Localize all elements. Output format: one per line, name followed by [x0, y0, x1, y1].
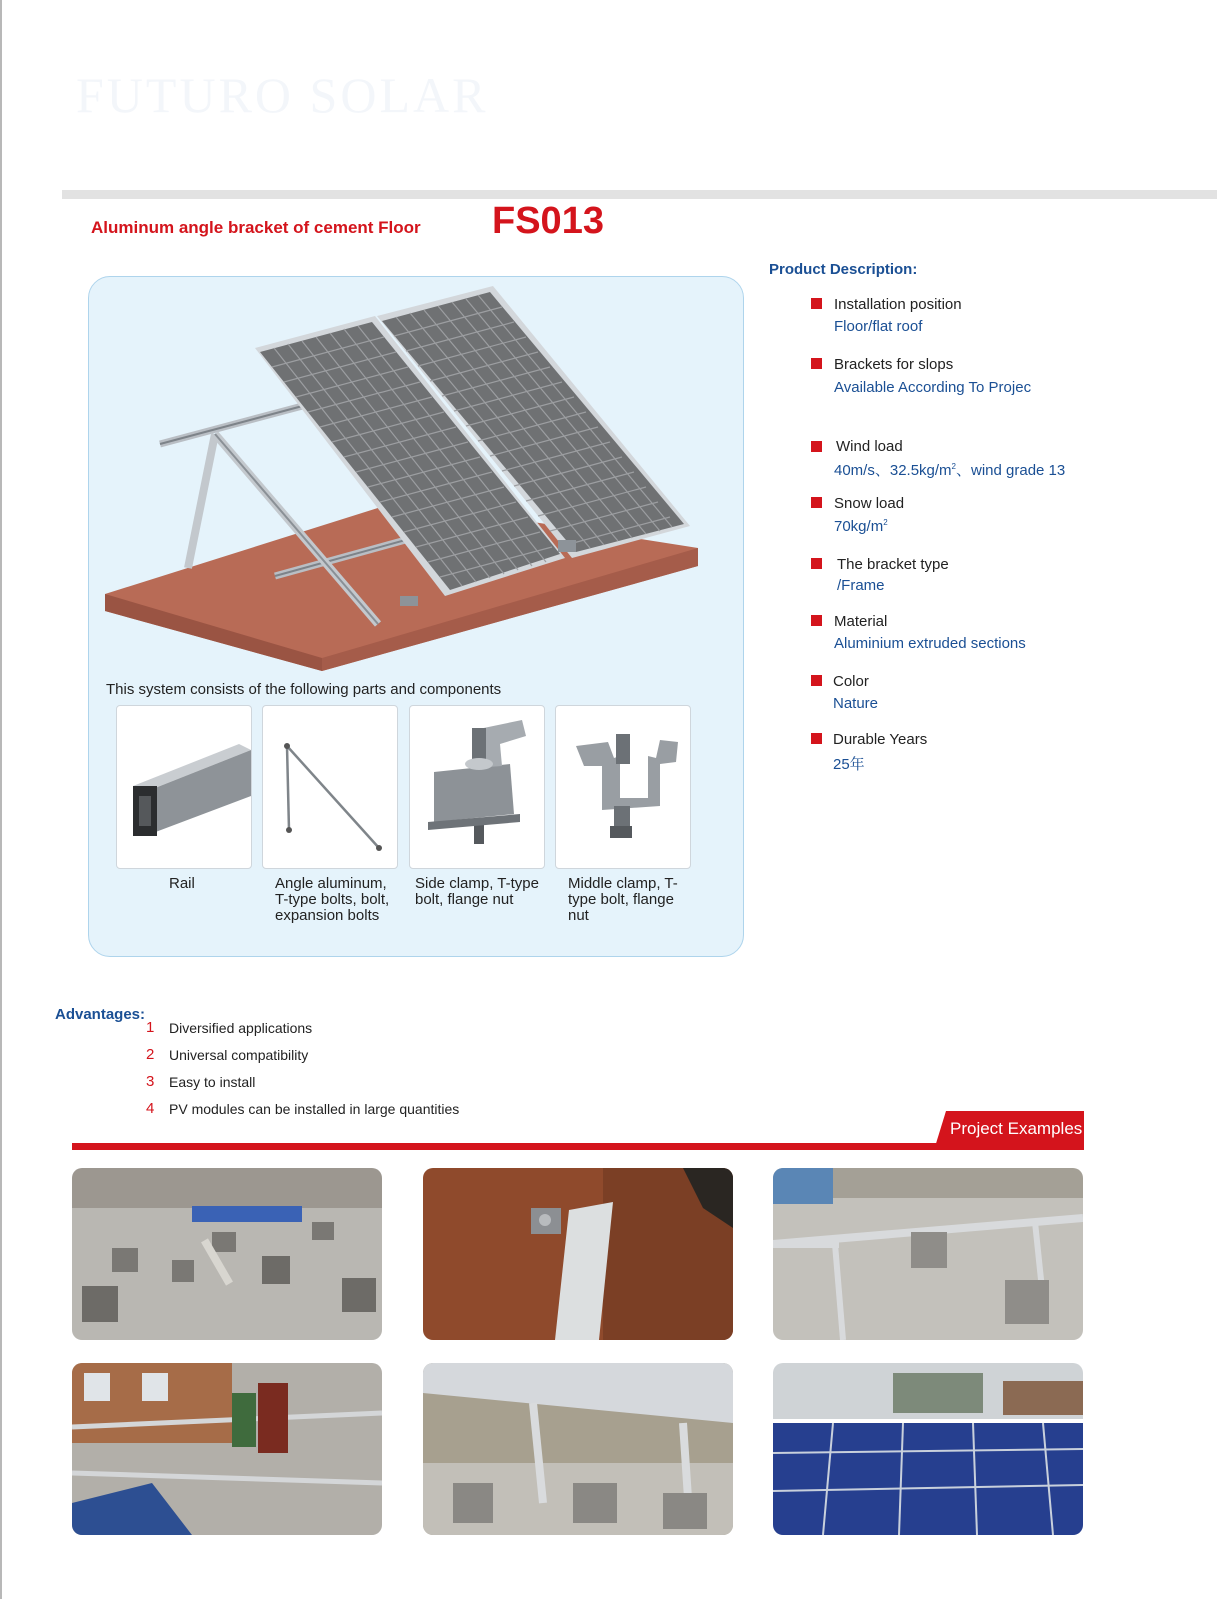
advantage-number: 4: [146, 1100, 155, 1117]
product-model: FS013: [492, 200, 604, 242]
mounting-system-illustration: [100, 286, 710, 681]
project-photo-6: [773, 1363, 1083, 1535]
bullet-icon: [811, 558, 822, 569]
bullet-icon: [811, 733, 822, 744]
advantage-number: 3: [146, 1073, 155, 1090]
project-examples-rule: [72, 1143, 1084, 1150]
product-description-heading: Product Description:: [769, 261, 918, 278]
bullet-icon: [811, 615, 822, 626]
advantage-text: Universal compatibility: [169, 1047, 309, 1063]
desc-label-durable-years: Durable Years: [833, 731, 928, 748]
page-edge-line: [0, 0, 2, 1599]
desc-value-installation-position: Floor/flat roof: [834, 318, 923, 335]
advantage-text: PV modules can be installed in large quantities: [169, 1101, 460, 1117]
bullet-icon: [811, 358, 822, 369]
desc-label-bracket-type: The bracket type: [837, 556, 949, 573]
desc-label-color: Color: [833, 673, 869, 690]
side-clamp-icon: [410, 706, 544, 868]
desc-label-installation-position: Installation position: [834, 296, 962, 313]
project-photo-3: [773, 1168, 1083, 1340]
advantage-text: Easy to install: [169, 1074, 256, 1090]
desc-value-material: Aluminium extruded sections: [834, 635, 1026, 652]
brand-watermark: FUTURO SOLAR: [76, 67, 489, 123]
bullet-icon: [811, 298, 822, 309]
middle-clamp-icon: [556, 706, 690, 868]
desc-label-wind-load: Wind load: [836, 438, 903, 455]
bullet-icon: [811, 675, 822, 686]
desc-value-brackets-slops: Available According To Projec: [834, 379, 1032, 396]
part-card-angle-aluminum: [262, 705, 398, 869]
desc-value-durable-years: 25年: [833, 756, 865, 773]
product-subtitle: Aluminum angle bracket of cement Floor: [91, 218, 421, 237]
advantages-heading: Advantages:: [55, 1006, 146, 1023]
advantage-text: Diversified applications: [169, 1020, 313, 1036]
project-photo-4: [72, 1363, 382, 1535]
header-divider: [62, 190, 1217, 199]
desc-value-color: Nature: [833, 695, 879, 712]
part-card-rail: [116, 705, 252, 869]
advantage-number: 2: [146, 1046, 155, 1063]
desc-value-bracket-type: /Frame: [837, 577, 885, 594]
part-label-middle-clamp: Middle clamp, T-type bolt, flange nut: [568, 875, 678, 924]
part-label-side-clamp: Side clamp, T-type bolt, flange nut: [415, 875, 539, 908]
part-card-middle-clamp: [555, 705, 691, 869]
desc-label-material: Material: [834, 613, 888, 630]
desc-label-brackets-slops: Brackets for slops: [834, 356, 954, 373]
project-photo-5: [423, 1363, 733, 1535]
advantage-number: 1: [146, 1019, 155, 1036]
project-examples-label: Project Examples: [950, 1119, 1083, 1138]
desc-value-wind-load: 40m/s、$32.5kg/m^2$、wind grade 13: [834, 462, 1066, 479]
part-label-rail: Rail: [169, 875, 195, 892]
bullet-icon: [811, 441, 822, 452]
desc-label-snow-load: Snow load: [834, 495, 905, 512]
project-photo-2: [423, 1168, 733, 1340]
components-heading: This system consists of the following parts and components: [106, 681, 502, 698]
desc-value-snow-load: $70kg/m^2$: [834, 518, 888, 535]
part-card-side-clamp: [409, 705, 545, 869]
rail-icon: [117, 706, 251, 868]
part-label-angle-aluminum: Angle aluminum, T-type bolts, bolt, expansion bolts: [275, 875, 390, 924]
angle-aluminum-icon: [263, 706, 397, 868]
bullet-icon: [811, 497, 822, 508]
project-photo-1: [72, 1168, 382, 1340]
